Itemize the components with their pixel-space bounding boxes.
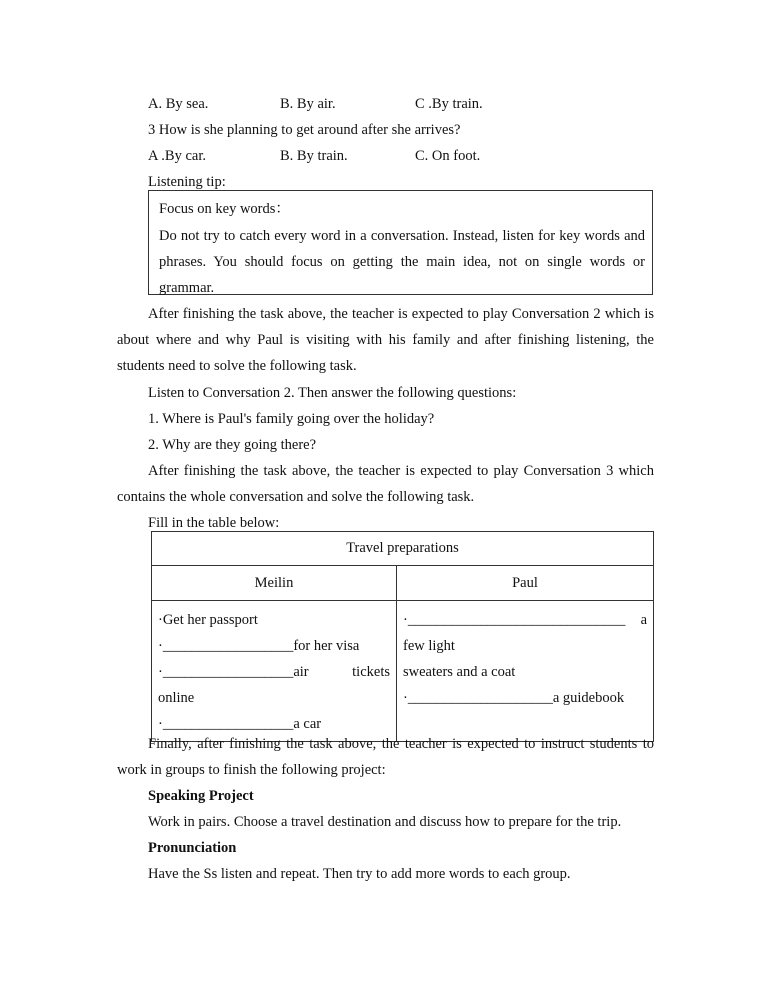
paul-word-a: a: [640, 612, 647, 628]
q3-option-a: A .By car.: [148, 148, 206, 164]
paragraph-conversation-3: After finishing the task above, the teacher is expected to play Conversation 3 which contains the whole conversation and solve the following task.: [117, 463, 654, 505]
meilin-tickets-word: tickets: [352, 664, 390, 680]
paul-item-sweaters-blank: [403, 607, 647, 633]
meilin-item-visa: ·__________________for her visa: [158, 638, 360, 654]
paragraph-final: Finally, after finishing the task above, the teacher is expected to instruct students to work in groups to finish the following project:: [117, 736, 654, 778]
pronunciation-heading: Pronunciation: [148, 840, 237, 856]
meilin-item-online: online: [158, 690, 195, 706]
meilin-item-passport: ·Get her passport: [158, 612, 258, 628]
paul-item-few-light: few light: [403, 638, 455, 654]
conversation-2-question-2: 2. Why are they going there?: [148, 437, 317, 453]
q3-option-c: C. On foot.: [415, 148, 481, 164]
fill-table-instruction: Fill in the table below:: [148, 515, 280, 531]
meilin-tickets-blank: ·__________________air: [158, 664, 309, 680]
travel-preparations-table: [151, 531, 654, 742]
paul-cell: [397, 601, 654, 742]
listening-tip-label: Listening tip:: [148, 174, 226, 190]
q2-option-b: B. By air.: [280, 96, 336, 112]
paragraph-conversation-2: After finishing the task above, the teacher is expected to play Conversation 2 which is about where and why Paul is visiting with his family and after finishing listening, the students need to solve the following task.: [117, 306, 654, 374]
column-header-meilin: Meilin: [152, 566, 397, 601]
question-3: 3 How is she planning to get around after she arrives?: [148, 122, 461, 138]
listening-tip-box: [148, 190, 653, 295]
tip-heading: Focus on key words：: [159, 201, 290, 217]
conversation-2-instruction: Listen to Conversation 2. Then answer the following questions:: [148, 385, 517, 401]
speaking-project-heading: Speaking Project: [148, 788, 254, 804]
column-header-paul: Paul: [397, 566, 654, 601]
paul-item-guidebook: ·____________________a guidebook: [403, 690, 625, 706]
q2-option-c: C .By train.: [415, 96, 483, 112]
meilin-item-car: ·__________________a car: [158, 716, 322, 732]
paul-item-sweaters: sweaters and a coat: [403, 664, 516, 680]
meilin-cell: [152, 601, 397, 742]
q2-option-a: A. By sea.: [148, 96, 209, 112]
pronunciation-text: Have the Ss listen and repeat. Then try to add more words to each group.: [148, 866, 571, 882]
speaking-project-text: Work in pairs. Choose a travel destination and discuss how to prepare for the trip.: [148, 814, 622, 830]
tip-body: Do not try to catch every word in a conversation. Instead, listen for key words and phrases. You should focus on getting the main idea, not on single words or grammar.: [159, 228, 645, 296]
meilin-item-tickets: [158, 659, 390, 685]
table-caption: Travel preparations: [152, 532, 654, 566]
q3-option-b: B. By train.: [280, 148, 348, 164]
paul-blank-1: ·______________________________: [403, 612, 626, 628]
conversation-2-question-1: 1. Where is Paul's family going over the holiday?: [148, 411, 435, 427]
